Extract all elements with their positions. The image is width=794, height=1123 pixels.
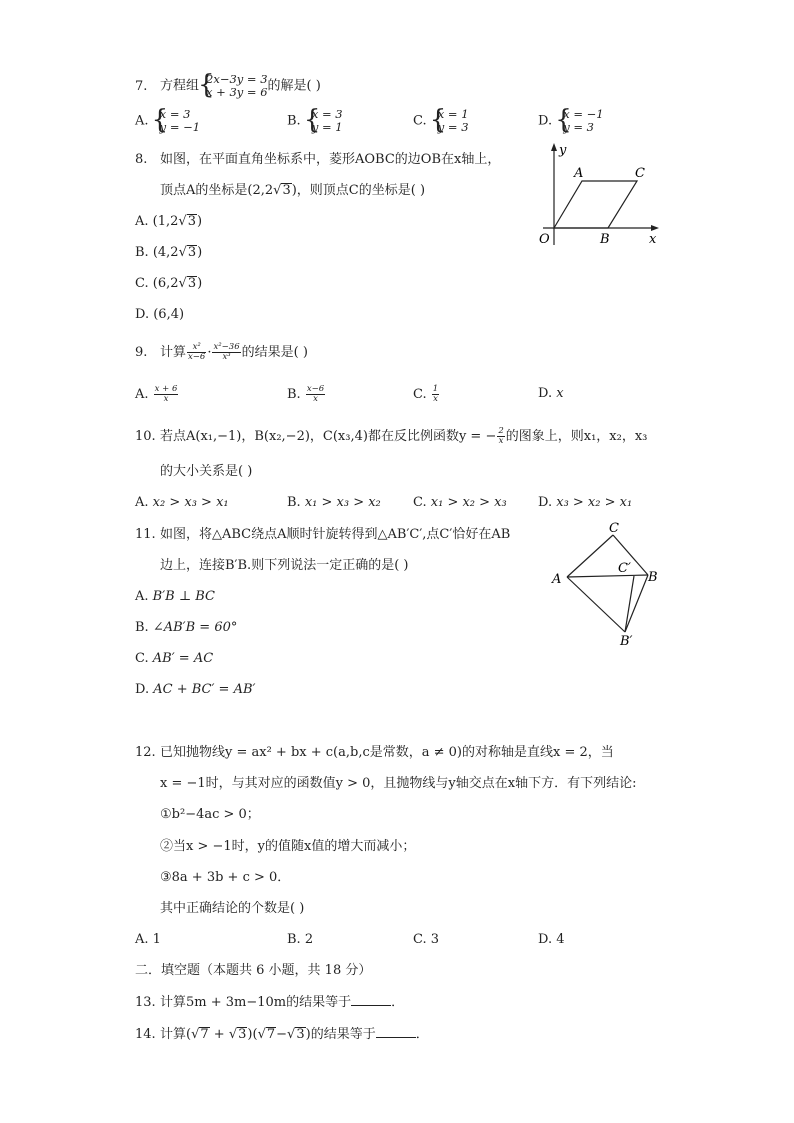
q8-option-a[interactable]: A. (1,2√3)	[135, 214, 203, 229]
q13-number: 13.	[135, 995, 156, 1010]
q7-option-c-system: { x = 1 y = 3	[429, 105, 469, 135]
option-letter: D.	[538, 386, 553, 401]
q14: 14. 计算(√7 + √3)(√7−√3)的结果等于 ．	[135, 1027, 429, 1042]
q12-option-b[interactable]	[287, 931, 313, 949]
frac-top: 2	[498, 426, 504, 436]
q12-number: 12.	[135, 745, 156, 760]
label-y: y	[559, 143, 567, 158]
segment-ab2	[567, 577, 625, 632]
q9-dot: ·	[207, 345, 212, 360]
segment-bb2	[625, 575, 648, 632]
q12-conclusion-3	[160, 869, 290, 887]
q7-option-d-system: { x = −1 y = 3	[555, 105, 604, 135]
option-line1: x = 1	[437, 107, 469, 121]
q12-question-text: 其中正确结论的个数是( )	[160, 901, 305, 916]
label-x: x	[649, 232, 657, 247]
option-letter: D.	[538, 495, 553, 510]
q8-line2-root: 3	[282, 183, 291, 198]
label-c-prime: C′	[618, 561, 631, 576]
option-letter: A.	[135, 113, 149, 129]
option-line1: x = 3	[159, 107, 191, 121]
q13-text: 计算5m + 3m−10m的结果等于	[160, 995, 352, 1010]
segment-c2b2	[625, 576, 634, 632]
q8-line1	[135, 151, 500, 169]
option-frac	[154, 385, 179, 404]
option-text: (1,2	[152, 214, 179, 229]
q14-mid3: −	[276, 1027, 288, 1042]
frac-bottom: x	[498, 436, 504, 446]
rhombus-aobc	[554, 181, 637, 228]
x-axis-arrow	[651, 225, 659, 231]
q7-stem-a: 方程组	[160, 78, 200, 94]
option-root: 3	[187, 245, 197, 260]
label-b-prime: B′	[620, 634, 633, 649]
option-text: AC + BC′ = AB′	[153, 682, 256, 697]
option-line1: x = 3	[311, 107, 343, 121]
q8-option-c[interactable]: C. (6,2√3)	[135, 276, 203, 291]
q14-root4: 3	[296, 1027, 305, 1042]
option-line2: y = 3	[437, 120, 469, 134]
q7-stem-b: 的解是( )	[267, 78, 321, 94]
q8-line2-c: )，则顶点C的坐标是( )	[291, 183, 426, 198]
option-text: 1	[152, 932, 161, 947]
q7-option-a[interactable]	[135, 105, 201, 135]
q8-line2: 顶点A的坐标是(2,2√3)，则顶点C的坐标是( )	[160, 183, 426, 198]
option-letter: B.	[287, 932, 301, 947]
q9-stem-a: 计算	[160, 345, 187, 360]
q12-conclusion-1	[160, 806, 260, 824]
option-text: B′B ⊥ BC	[152, 589, 215, 604]
option-text: x₁ > x₃ > x₂	[304, 495, 381, 510]
q7-number: 7.	[135, 78, 148, 94]
q9-stem	[135, 343, 308, 362]
option-text-end: )	[197, 276, 203, 291]
q9-frac2	[212, 343, 240, 362]
q12-option-c[interactable]	[413, 931, 439, 949]
q10-option-c[interactable]	[413, 494, 507, 512]
q7-eq1: 2x−3y = 3	[206, 72, 268, 86]
option-text: AB′ = AC	[152, 651, 214, 666]
option-line2: y = 3	[563, 120, 594, 134]
q7-option-b-system: { x = 3 y = 1	[303, 105, 343, 135]
section-2-heading	[135, 962, 371, 980]
q11-figure	[545, 515, 670, 650]
q7-option-b[interactable]	[287, 105, 343, 135]
option-letter: B.	[287, 495, 301, 510]
option-line2: y = 1	[311, 120, 343, 134]
q14-number: 14.	[135, 1027, 156, 1042]
option-letter: B.	[135, 245, 149, 260]
q12-line2	[160, 775, 636, 793]
label-b: B	[600, 232, 610, 247]
label-b: B	[648, 570, 658, 585]
option-letter: C.	[135, 651, 149, 666]
q8-figure	[535, 140, 665, 250]
q10-line1-b: 的图象上，则x₁，x₂，x₃	[505, 429, 648, 444]
option-text: 2	[304, 932, 314, 947]
q12-option-d[interactable]	[538, 931, 565, 949]
q11-line2	[160, 557, 408, 575]
option-letter: C.	[413, 495, 427, 510]
option-text: (6,2	[152, 276, 179, 291]
option-root: 3	[187, 214, 196, 229]
frac-bottom: x³	[222, 352, 231, 362]
q11-option-c[interactable]	[135, 650, 213, 668]
q14-mid2: )(	[247, 1027, 258, 1042]
q7-option-d[interactable]	[538, 105, 604, 135]
label-c: C	[609, 521, 619, 536]
q13	[135, 993, 404, 1012]
y-axis-arrow	[551, 143, 557, 151]
q7-eq2: x + 3y = 6	[206, 85, 268, 99]
q11-option-b[interactable]	[135, 619, 237, 637]
q8-line2-a: 顶点A的坐标是(2,2	[160, 183, 274, 198]
option-text: ∠AB′B = 60°	[152, 620, 238, 635]
q11-line2-text: 边上，连接B′B.则下列说法一定正确的是( )	[160, 558, 409, 573]
q9-option-d[interactable]	[538, 385, 564, 403]
option-letter: A.	[135, 387, 149, 402]
q8-number: 8.	[135, 152, 148, 167]
q13-answer-blank[interactable]	[351, 993, 391, 1006]
option-letter: A.	[135, 214, 149, 229]
q12-option-a[interactable]	[135, 931, 161, 949]
q10-frac	[497, 427, 504, 446]
option-letter: B.	[135, 620, 149, 635]
q7-option-c[interactable]	[413, 105, 469, 135]
option-frac	[306, 385, 325, 404]
option-letter: D.	[135, 682, 150, 697]
option-text: x₁ > x₂ > x₃	[430, 495, 507, 510]
section-2-text: 二．填空题（本题共 6 小题，共 18 分）	[135, 963, 372, 978]
frac-top: 1	[432, 384, 439, 394]
q12-line1	[135, 744, 614, 762]
q8-option-b[interactable]: B. (4,2√3)	[135, 245, 203, 260]
option-letter: B.	[287, 387, 301, 402]
q11-option-a[interactable]	[135, 588, 215, 606]
option-text-end: )	[197, 214, 203, 229]
q9-option-a[interactable]	[135, 385, 179, 404]
q14-mid1: +	[209, 1027, 229, 1042]
q11-number: 11.	[135, 527, 156, 542]
label-o: O	[539, 232, 550, 247]
q10-line1	[135, 427, 647, 446]
q14-text-c: )的结果等于	[305, 1027, 376, 1042]
frac-top: x²	[187, 343, 206, 353]
q8-option-d[interactable]	[135, 306, 184, 324]
option-letter: A.	[135, 495, 149, 510]
q7-stem	[135, 70, 321, 100]
option-letter: B.	[287, 113, 301, 129]
option-letter: C.	[413, 932, 427, 947]
q11-option-d[interactable]	[135, 681, 255, 699]
frac-bottom: x	[433, 394, 438, 404]
option-line2: y = −1	[159, 120, 201, 134]
q9-option-c[interactable]	[413, 385, 440, 404]
option-frac	[432, 385, 439, 404]
frac-top: x + 6	[154, 384, 178, 394]
q9-stem-b: 的结果是( )	[241, 345, 308, 360]
q13-end: ．	[391, 995, 405, 1010]
frac-bottom: x	[313, 394, 318, 404]
option-letter: A.	[135, 589, 149, 604]
q10-line1-a: 若点A(x₁,−1)，B(x₂,−2)，C(x₃,4)都在反比例函数y = −	[160, 429, 497, 444]
q8-line1-text: 如图，在平面直角坐标系中，菱形AOBC的边OB在x轴上，	[160, 152, 501, 167]
option-text: (6,4)	[153, 307, 185, 322]
conclusion-text: ①b²−4ac > 0；	[160, 807, 260, 822]
q12-conclusion-2	[160, 838, 415, 856]
q7-option-a-system: { x = 3 y = −1	[151, 105, 201, 135]
q14-root3: 7	[266, 1027, 276, 1042]
option-text: x₃ > x₂ > x₁	[556, 495, 633, 510]
option-letter: D.	[538, 932, 553, 947]
q14-root2: 3	[238, 1027, 247, 1042]
option-text: x₂ > x₃ > x₁	[152, 495, 229, 510]
q7-system: { 2x−3y = 3 x + 3y = 6	[198, 70, 268, 100]
option-letter: D.	[538, 113, 553, 129]
q10-line2-text: 的大小关系是( )	[160, 464, 253, 479]
option-text-end: )	[197, 245, 203, 260]
option-letter: D.	[135, 307, 150, 322]
q11-line1	[135, 526, 510, 544]
q12-line1-text: 已知抛物线y = ax² + bx + c(a,b,c是常数，a ≠ 0)的对称轴是直线x = 2，当	[160, 745, 614, 760]
frac-top: x²−36	[213, 342, 240, 352]
option-letter: C.	[413, 113, 427, 129]
option-letter: C.	[135, 276, 149, 291]
frac-bottom: x−6	[188, 352, 206, 362]
q10-option-d[interactable]	[538, 494, 632, 512]
q10-number: 10.	[135, 429, 156, 444]
option-root: 3	[187, 276, 197, 291]
option-line1: x = −1	[563, 107, 604, 121]
q11-line1-text: 如图，将△ABC绕点A顺时针旋转得到△AB′C′,点C′恰好在AB	[160, 527, 511, 542]
option-letter: A.	[135, 932, 149, 947]
q12-question	[160, 900, 304, 918]
frac-top: x−6	[306, 384, 325, 394]
q12-line2-text: x = −1时，与其对应的函数值y > 0，且抛物线与y轴交点在x轴下方．有下列结论:	[160, 776, 637, 791]
conclusion-text: ③8a + 3b + c > 0．	[160, 870, 291, 885]
q10-option-b[interactable]	[287, 494, 381, 512]
q10-line2	[160, 463, 252, 481]
q9-number: 9.	[135, 345, 148, 360]
label-a: A	[574, 166, 584, 181]
option-text: 3	[430, 932, 440, 947]
q9-frac1	[187, 343, 206, 362]
q9-option-b[interactable]	[287, 385, 326, 404]
label-c: C	[635, 166, 645, 181]
conclusion-text: ②当x > −1时，y的值随x值的增大而减小；	[160, 839, 416, 854]
option-text: 4	[556, 932, 565, 947]
q14-text-a: 计算(	[160, 1027, 192, 1042]
option-text: (4,2	[152, 245, 179, 260]
frac-bottom: x	[163, 394, 169, 404]
option-text: x	[556, 386, 564, 401]
q14-root1: 7	[200, 1027, 209, 1042]
q14-end: ．	[415, 1027, 429, 1042]
option-letter: C.	[413, 387, 427, 402]
q10-option-a[interactable]	[135, 494, 229, 512]
segment-ab	[567, 575, 648, 577]
segment-ac	[567, 535, 613, 577]
q14-answer-blank[interactable]	[376, 1025, 416, 1038]
label-a: A	[552, 572, 562, 587]
